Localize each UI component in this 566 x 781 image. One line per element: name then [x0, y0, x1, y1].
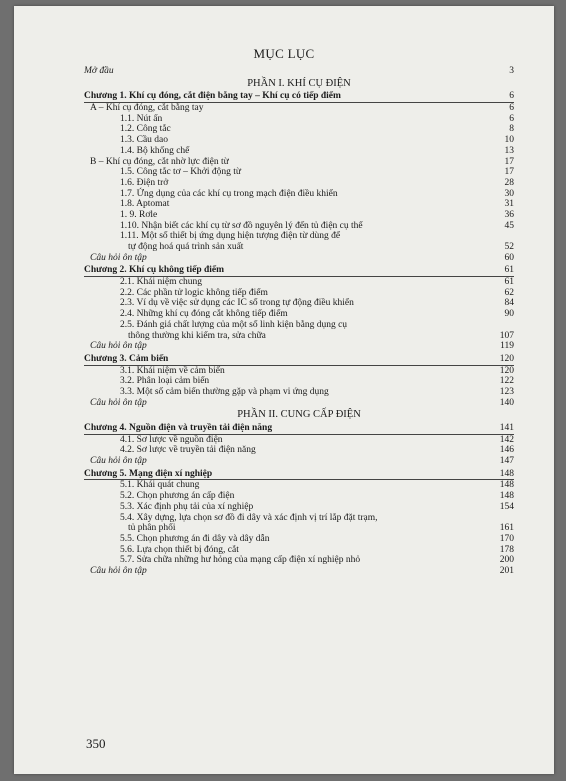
toc-entry	[84, 288, 514, 299]
toc-entry	[84, 331, 514, 342]
entry-page: 119	[500, 341, 514, 352]
entry-text: Câu hỏi ôn tập	[90, 252, 147, 263]
toc-entry	[84, 189, 514, 200]
page-title: MỤC LỤC	[253, 46, 315, 61]
entry-page: 120	[499, 353, 514, 364]
entry-page: 17	[504, 167, 514, 178]
entry-text: 1.3. Cầu dao	[120, 135, 169, 146]
entry-text: 4.1. Sơ lược về nguồn điện	[120, 434, 223, 445]
entry-page: 170	[499, 533, 514, 544]
chapter-entry	[84, 265, 514, 277]
entry-text: 2.5. Đánh giá chất lượng của một số linh kiện bằng dụng cụ	[120, 319, 348, 330]
entry-text: 5.3. Xác định phụ tải của xí nghiệp	[120, 501, 254, 512]
entry-text: thông thường khi kiểm tra, sửa chữa	[128, 330, 266, 341]
entry-page: 161	[499, 523, 514, 534]
toc-entry	[84, 199, 514, 210]
entry-text: A – Khí cụ đóng, cắt bằng tay	[90, 103, 204, 114]
toc-entry	[84, 178, 514, 189]
entry-page: 146	[499, 445, 514, 456]
entry-text: 1.5. Công tắc tơ – Khởi động từ	[120, 167, 242, 178]
toc-entry	[84, 513, 514, 524]
entry-text: 3.1. Khái niệm về cảm biến	[120, 365, 225, 376]
entry-page: 120	[499, 365, 514, 376]
toc-entry	[84, 545, 514, 556]
entry-text: 5.4. Xây dựng, lựa chọn sơ đồ đi dây và xác định vị trí lắp đặt trạm,	[120, 512, 378, 523]
chapter-entry	[84, 469, 514, 481]
toc-entry	[84, 114, 514, 125]
entry-text: 5.2. Chọn phương án cấp điện	[120, 491, 235, 502]
book-page	[14, 6, 554, 774]
toc-entry	[84, 221, 514, 232]
entry-page: 6	[509, 91, 514, 102]
entry-page: 28	[504, 177, 514, 188]
page-number: 350	[86, 736, 106, 751]
entry-page: 148	[499, 491, 514, 502]
toc-entry	[84, 277, 514, 288]
entry-text: 1.2. Công tắc	[120, 124, 171, 135]
entry-text: Chương 1. Khí cụ đóng, cắt điện bằng tay – Khí cụ có tiếp điểm	[84, 91, 341, 102]
entry-page: 10	[504, 135, 514, 146]
entry-page: 148	[499, 468, 514, 479]
toc-entry	[84, 398, 514, 409]
entry-page: 61	[504, 265, 514, 276]
toc-entry	[84, 124, 514, 135]
toc-entry	[84, 555, 514, 566]
toc-entry	[84, 566, 514, 577]
entry-text: 1.10. Nhận biết các khí cụ từ sơ đồ nguyên lý đến tủ điện cụ thể	[120, 220, 363, 231]
entry-text: 4.2. Sơ lược về truyền tải điện năng	[120, 445, 256, 456]
toc-entry	[84, 341, 514, 352]
toc-entry	[84, 135, 514, 146]
entry-page: 30	[504, 188, 514, 199]
entry-text: 5.6. Lựa chọn thiết bị đóng, cắt	[120, 544, 239, 555]
entry-text: PHẦN I. KHÍ CỤ ĐIỆN	[247, 77, 351, 89]
entry-text: 3.2. Phân loại cảm biến	[120, 376, 210, 387]
entry-text: tủ phân phối	[128, 523, 176, 534]
entry-text: 1.4. Bộ khống chế	[120, 145, 190, 156]
entry-page: 6	[509, 113, 514, 124]
entry-page: 201	[499, 565, 514, 576]
entry-page: 84	[504, 298, 514, 309]
entry-page: 154	[499, 501, 514, 512]
entry-text: 1.1. Nút ấn	[120, 113, 163, 124]
entry-page: 31	[504, 199, 514, 210]
toc-entry	[84, 66, 514, 77]
entry-text: 1.6. Điện trở	[120, 177, 169, 188]
entry-text: Chương 4. Nguồn điện và truyền tải điện năng	[84, 423, 273, 433]
entry-page: 6	[509, 103, 514, 114]
chapter-entry	[84, 91, 514, 103]
entry-text: Chương 2. Khí cụ không tiếp điểm	[84, 265, 225, 276]
entry-page: 90	[504, 309, 514, 320]
toc-entry	[84, 242, 514, 253]
entry-page: 60	[504, 252, 514, 263]
toc-entry	[84, 491, 514, 502]
entry-text: Câu hỏi ôn tập	[90, 397, 147, 408]
entry-page: 8	[509, 124, 514, 135]
entry-page: 62	[504, 287, 514, 298]
toc-entry	[84, 456, 514, 467]
entry-page: 17	[504, 156, 514, 167]
toc-entry	[84, 210, 514, 221]
entry-page: 147	[499, 456, 514, 467]
entry-text: 2.4. Những khí cụ đóng cắt không tiếp điểm	[120, 309, 288, 320]
entry-page: 141	[499, 423, 514, 433]
entry-text: B – Khí cụ đóng, cắt nhờ lực điện từ	[90, 156, 229, 167]
entry-page: 148	[499, 480, 514, 491]
entry-page: 61	[504, 277, 514, 288]
entry-text: 5.7. Sửa chữa những hư hỏng của mạng cấp điện xí nghiệp nhỏ	[120, 555, 361, 566]
entry-page: 45	[504, 220, 514, 231]
entry-text: 5.5. Chọn phương án đi dây và dây dẫn	[120, 533, 270, 544]
toc-entry	[84, 320, 514, 331]
entry-page: 140	[499, 397, 514, 408]
entry-text: tự động hoá quá trình sản xuất	[128, 242, 244, 252]
entry-text: 1.7. Ứng dụng của các khí cụ trong mạch điện điều khiển	[120, 188, 338, 199]
toc-entry	[84, 366, 514, 377]
entry-page: 200	[499, 555, 514, 566]
toc-entry	[84, 167, 514, 178]
part-heading	[84, 79, 514, 90]
toc-entry	[84, 435, 514, 446]
entry-text: 3.3. Một số cảm biến thường gặp và phạm vi ứng dụng	[120, 386, 329, 397]
toc-entry	[84, 231, 514, 242]
entry-page: 178	[499, 544, 514, 555]
toc-entry	[84, 502, 514, 513]
toc-entry	[84, 146, 514, 157]
entry-text: Câu hỏi ôn tập	[90, 456, 147, 467]
entry-text: Câu hỏi ôn tập	[90, 341, 147, 352]
entry-page: 36	[504, 209, 514, 220]
entry-page: 3	[509, 66, 514, 76]
toc-entry	[84, 445, 514, 456]
entry-text: 2.2. Các phần tử logic không tiếp điểm	[120, 287, 268, 298]
entry-page: 122	[499, 376, 514, 387]
toc-entry	[84, 376, 514, 387]
entry-text: 2.3. Ví dụ về việc sử dụng các IC số trong tự động điều khiển	[120, 298, 354, 309]
toc-entry	[84, 387, 514, 398]
entry-text: 5.1. Khái quát chung	[120, 480, 200, 491]
chapter-entry	[84, 354, 514, 366]
toc-entry	[84, 298, 514, 309]
toc-entry	[84, 534, 514, 545]
entry-text: Chương 5. Mạng điện xí nghiệp	[84, 468, 213, 479]
entry-text: Chương 3. Cảm biến	[84, 353, 169, 364]
entry-text: Câu hỏi ôn tập	[90, 565, 147, 576]
chapter-entry	[84, 423, 514, 435]
table-of-contents	[84, 66, 514, 577]
entry-page: 142	[499, 434, 514, 445]
toc-entry	[84, 523, 514, 534]
toc-entry	[84, 309, 514, 320]
toc-entry	[84, 157, 514, 168]
entry-text: PHẦN II. CUNG CẤP ĐIỆN	[237, 409, 361, 421]
entry-page: 13	[504, 145, 514, 156]
entry-text: 1. 9. Rơle	[120, 209, 158, 220]
entry-text: 2.1. Khái niệm chung	[120, 277, 203, 288]
entry-page: 123	[499, 386, 514, 397]
entry-text: 1.11. Một số thiết bị ứng dụng hiện tượng điện từ dùng để	[120, 231, 341, 242]
toc-entry	[84, 480, 514, 491]
entry-text: Mở đầu	[84, 66, 114, 76]
entry-text: 1.8. Aptomat	[120, 199, 170, 210]
entry-page: 107	[499, 330, 514, 341]
toc-entry	[84, 253, 514, 264]
part-heading	[84, 410, 514, 421]
toc-entry	[84, 103, 514, 114]
entry-page: 52	[504, 242, 514, 252]
